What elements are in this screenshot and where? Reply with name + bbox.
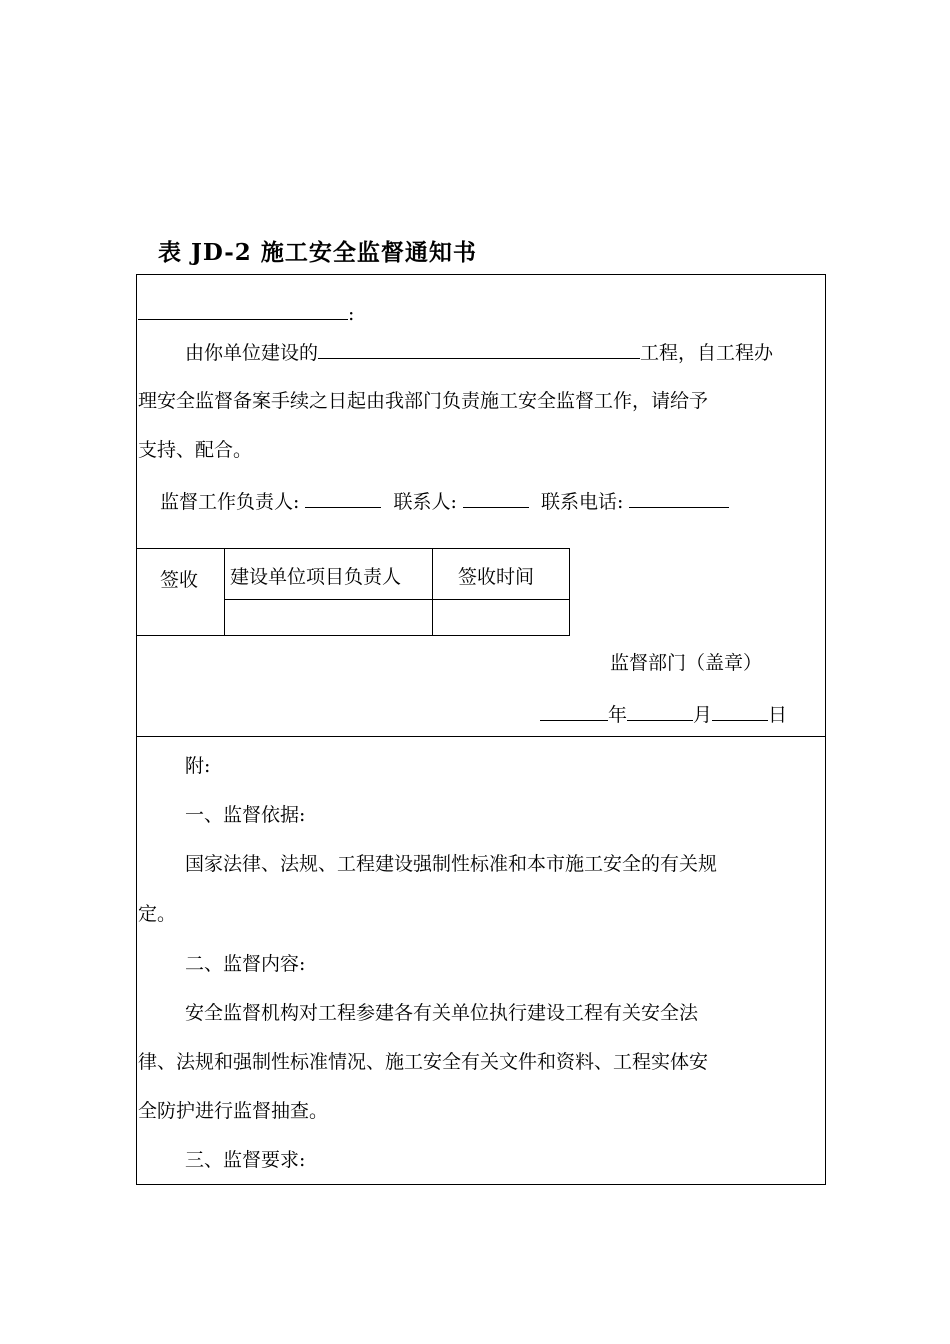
year-blank[interactable] xyxy=(540,702,608,721)
month-blank[interactable] xyxy=(627,702,693,721)
notice-line-1-suffix: 工程，自工程办 xyxy=(640,342,774,364)
basis-heading: 一、监督依据: xyxy=(185,804,306,826)
supervisor-label: 监督工作负责人: xyxy=(160,491,300,513)
month-label: 月 xyxy=(693,704,713,726)
project-name-blank[interactable] xyxy=(318,340,640,359)
notice-line-1-prefix: 由你单位建设的 xyxy=(185,342,319,364)
supervisor-blank[interactable] xyxy=(305,489,381,508)
content-heading: 二、监督内容: xyxy=(185,953,306,975)
year-label: 年 xyxy=(608,704,628,726)
section-divider xyxy=(136,736,826,737)
recipient-line xyxy=(138,301,354,326)
appendix-heading: 附: xyxy=(185,755,211,777)
notice-line-3: 支持、配合。 xyxy=(138,439,253,461)
sign-table-bottom-left-line xyxy=(136,635,224,636)
content-line-1: 安全监督机构对工程参建各有关单位执行建设工程有关安全法 xyxy=(185,1002,699,1024)
phone-label: 联系电话: xyxy=(541,491,624,513)
sign-row-label: 签收 xyxy=(160,569,199,591)
day-label: 日 xyxy=(768,704,788,726)
basis-line-2: 定。 xyxy=(138,903,177,925)
content-line-3: 全防护进行监督抽查。 xyxy=(138,1100,329,1122)
sign-value-col1-cell[interactable] xyxy=(224,599,433,636)
contact-label: 联系人: xyxy=(393,491,457,513)
basis-line-1: 国家法律、法规、工程建设强制性标准和本市施工安全的有关规 xyxy=(185,853,718,875)
recipient-colon: : xyxy=(348,303,355,325)
contacts-line xyxy=(160,489,729,514)
stamp-dept-label: 监督部门（盖章） xyxy=(610,652,763,674)
sign-table-top-left-line xyxy=(136,548,224,549)
requirements-heading: 三、监督要求: xyxy=(185,1149,306,1171)
day-blank[interactable] xyxy=(712,702,768,721)
sign-value-col2-cell[interactable] xyxy=(432,599,570,636)
sign-col2-header: 签收时间 xyxy=(458,566,535,588)
phone-blank[interactable] xyxy=(629,489,729,508)
contact-blank[interactable] xyxy=(463,489,529,508)
sign-col1-header: 建设单位项目负责人 xyxy=(230,566,402,588)
notice-line-1 xyxy=(185,340,773,365)
recipient-blank[interactable] xyxy=(138,301,348,320)
notice-line-2: 理安全监督备案手续之日起由我部门负责施工安全监督工作，请给予 xyxy=(138,390,709,412)
form-title: 表 JD-2 施工安全监督通知书 xyxy=(158,239,477,266)
content-line-2: 律、法规和强制性标准情况、施工安全有关文件和资料、工程实体安 xyxy=(138,1051,709,1073)
stamp-date-line xyxy=(540,702,787,727)
